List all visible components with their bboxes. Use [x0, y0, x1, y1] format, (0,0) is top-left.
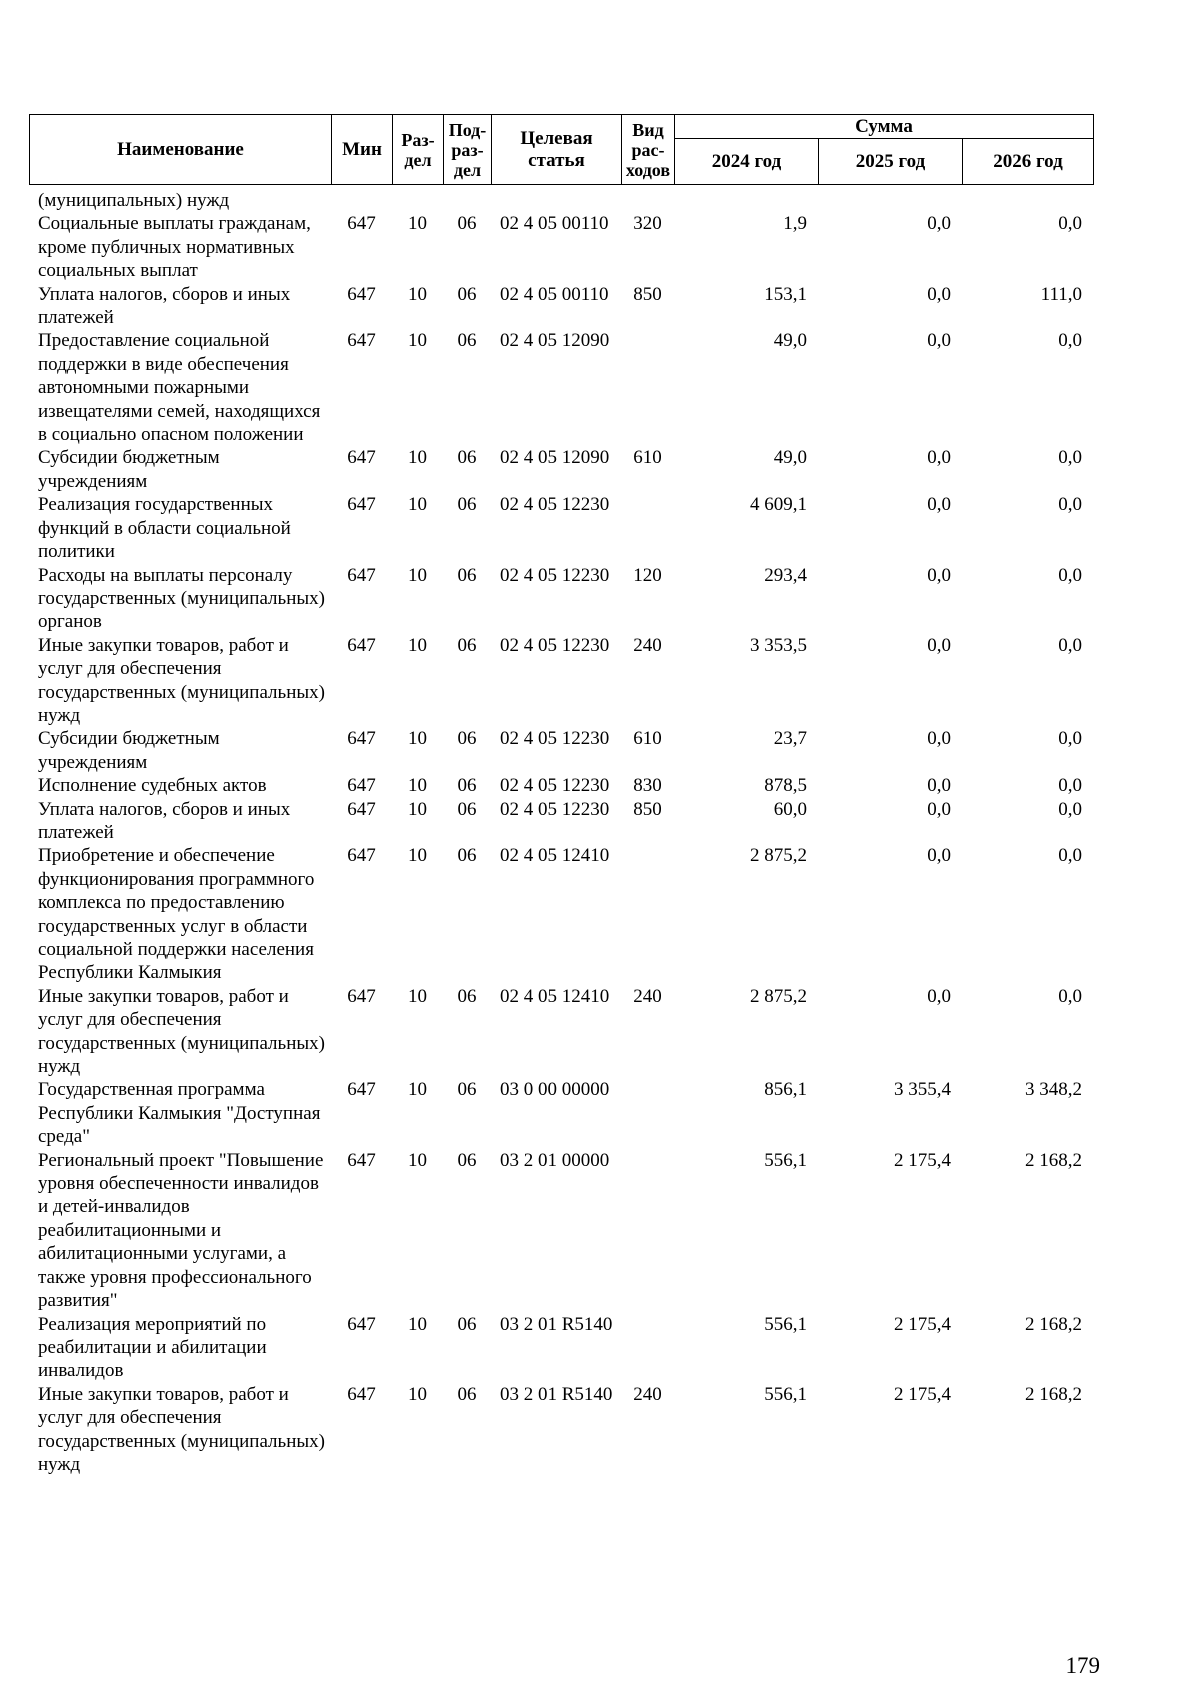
table-row: [29, 212, 1093, 282]
cell-celevaya: 03 2 01 R5140: [500, 1313, 613, 1335]
cell-2025: 0,0: [927, 775, 951, 797]
cell-2025: 3 355,4: [894, 1079, 951, 1101]
cell-celevaya: 02 4 05 12090: [500, 330, 610, 352]
cell-celevaya: [491, 189, 621, 212]
cell-celevaya: 02 4 05 12230: [500, 634, 610, 656]
cell-razdel: 10: [408, 728, 427, 750]
cell-celevaya: 03 2 01 R5140: [500, 1383, 613, 1405]
cell-celevaya: 02 4 05 12090: [500, 447, 610, 469]
cell-2024: 556,1: [764, 1313, 807, 1335]
cell-podrazdel: 06: [457, 1079, 477, 1101]
cell-celevaya: 03 2 01 00000: [500, 1149, 610, 1171]
cell-min: 647: [347, 1079, 376, 1101]
cell-vid: [621, 493, 674, 563]
cell-min: 647: [347, 213, 376, 235]
cell-2024: 856,1: [764, 1079, 807, 1101]
table-row: [29, 844, 1093, 984]
table-row: [29, 329, 1093, 446]
table-row: [29, 1313, 1093, 1383]
cell-2026: 0,0: [1058, 775, 1082, 797]
header-celevaya-line1: Целевая: [520, 127, 593, 149]
cell-2026: 0,0: [1058, 564, 1082, 586]
cell-name: Иные закупки товаров, работ и услуг для обеспечения государственных (муниципальных) нужд: [38, 1383, 325, 1475]
cell-2025: 0,0: [927, 634, 951, 656]
cell-name: Субсидии бюджетным учреждениям: [38, 728, 220, 773]
header-celevaya: [492, 115, 622, 185]
cell-name: Расходы на выплаты персоналу государственных (муниципальных) органов: [38, 564, 325, 633]
cell-razdel: 10: [408, 1383, 427, 1405]
cell-min: 647: [347, 798, 376, 820]
cell-vid: 240: [633, 1383, 662, 1405]
cell-podrazdel: 06: [457, 283, 477, 305]
cell-2025: 2 175,4: [894, 1383, 951, 1405]
cell-2026: 0,0: [1058, 330, 1082, 352]
cell-vid: 320: [633, 213, 662, 235]
cell-vid: 120: [633, 564, 662, 586]
cell-razdel: 10: [408, 283, 427, 305]
cell-vid: [621, 844, 674, 984]
cell-2025: 0,0: [927, 985, 951, 1007]
cell-razdel: 10: [408, 1079, 427, 1101]
cell-2025: 2 175,4: [894, 1149, 951, 1171]
cell-2024: 49,0: [773, 330, 807, 352]
cell-2024: 1,9: [783, 213, 807, 235]
header-year-2024: 2024 год: [675, 139, 819, 185]
cell-2025: [818, 189, 962, 212]
cell-2024: [674, 189, 818, 212]
cell-celevaya: 02 4 05 12230: [500, 564, 610, 586]
cell-2025: 0,0: [927, 564, 951, 586]
cell-celevaya: 02 4 05 12230: [500, 775, 610, 797]
cell-vid: 240: [633, 634, 662, 656]
cell-razdel: 10: [408, 1149, 427, 1171]
cell-name: Иные закупки товаров, работ и услуг для обеспечения государственных (муниципальных) нужд: [38, 634, 325, 726]
cell-2024: 49,0: [773, 447, 807, 469]
cell-vid: [621, 1313, 674, 1383]
cell-vid: 610: [633, 728, 662, 750]
table-row: [29, 189, 1093, 212]
cell-name: Реализация мероприятий по реабилитации и абилитации инвалидов: [38, 1313, 267, 1382]
cell-name: (муниципальных) нужд: [38, 190, 230, 211]
cell-podrazdel: 06: [457, 798, 477, 820]
page-number: 179: [1065, 1653, 1100, 1678]
cell-podrazdel: 06: [457, 1313, 477, 1335]
table-row: [29, 283, 1093, 330]
cell-2024: 556,1: [764, 1383, 807, 1405]
cell-vid: 610: [633, 447, 662, 469]
cell-min: 647: [347, 1149, 376, 1171]
cell-razdel: 10: [408, 447, 427, 469]
cell-razdel: 10: [408, 634, 427, 656]
table-row: [29, 446, 1093, 493]
cell-2024: 2 875,2: [750, 845, 807, 867]
cell-podrazdel: 06: [457, 494, 477, 516]
cell-2026: 2 168,2: [1025, 1313, 1082, 1335]
cell-vid: [621, 1149, 674, 1313]
cell-razdel: 10: [408, 985, 427, 1007]
cell-min: 647: [347, 1383, 376, 1405]
header-podrazdel-line2: раз-: [451, 139, 484, 160]
table-header: [29, 114, 1094, 185]
header-year-2026: 2026 год: [963, 139, 1094, 185]
cell-2025: 0,0: [927, 213, 951, 235]
cell-vid: 240: [633, 985, 662, 1007]
table-row: [29, 727, 1093, 774]
cell-celevaya: 02 4 05 00110: [500, 213, 609, 235]
cell-vid: 830: [633, 775, 662, 797]
cell-2025: 2 175,4: [894, 1313, 951, 1335]
cell-2024: 23,7: [773, 728, 807, 750]
cell-min: 647: [347, 564, 376, 586]
cell-2024: 556,1: [764, 1149, 807, 1171]
cell-razdel: 10: [408, 775, 427, 797]
cell-razdel: 10: [408, 1313, 427, 1335]
cell-name: Приобретение и обеспечение функционирования программного комплекса по предоставлению государственных услуг в области социальной поддержки населения Республики Калмыкия: [38, 845, 315, 984]
cell-vid: [621, 1078, 674, 1148]
cell-2024: 4 609,1: [750, 494, 807, 516]
cell-celevaya: 02 4 05 00110: [500, 283, 609, 305]
table-row: [29, 798, 1093, 845]
cell-name: Реализация государственных функций в области социальной политики: [38, 494, 291, 563]
cell-razdel: 10: [408, 845, 427, 867]
cell-vid: [621, 329, 674, 446]
header-vid-line1: Вид: [632, 119, 664, 140]
cell-min: 647: [347, 330, 376, 352]
cell-2026: 0,0: [1058, 728, 1082, 750]
header-vid-line3: ходов: [625, 159, 671, 180]
table-row: [29, 1078, 1093, 1148]
table-row: [29, 774, 1093, 797]
cell-celevaya: 03 0 00 00000: [500, 1079, 610, 1101]
cell-2026: 0,0: [1058, 985, 1082, 1007]
cell-2026: 0,0: [1058, 447, 1082, 469]
cell-2026: 0,0: [1058, 845, 1082, 867]
cell-2026: 0,0: [1058, 213, 1082, 235]
table-row: [29, 1149, 1093, 1313]
header-vid-line2: рас-: [631, 139, 665, 160]
cell-2026: 2 168,2: [1025, 1383, 1082, 1405]
cell-2026: 111,0: [1040, 283, 1082, 305]
cell-2026: 2 168,2: [1025, 1149, 1082, 1171]
cell-2025: 0,0: [927, 798, 951, 820]
cell-2026: 0,0: [1058, 798, 1082, 820]
cell-min: 647: [347, 775, 376, 797]
cell-celevaya: 02 4 05 12230: [500, 494, 610, 516]
cell-razdel: 10: [408, 798, 427, 820]
cell-2024: 293,4: [764, 564, 807, 586]
cell-name: Уплата налогов, сборов и иных платежей: [38, 798, 291, 843]
cell-2024: 3 353,5: [750, 634, 807, 656]
cell-min: 647: [347, 985, 376, 1007]
cell-2025: 0,0: [927, 728, 951, 750]
cell-name: Государственная программа Республики Калмыкия "Доступная среда": [38, 1079, 321, 1148]
cell-podrazdel: 06: [457, 728, 477, 750]
header-razdel: [393, 115, 444, 185]
cell-podrazdel: 06: [457, 634, 477, 656]
cell-razdel: 10: [408, 330, 427, 352]
cell-vid: 850: [633, 798, 662, 820]
cell-podrazdel: [443, 189, 491, 212]
cell-podrazdel: 06: [457, 775, 477, 797]
cell-2025: 0,0: [927, 494, 951, 516]
header-year-2025: 2025 год: [819, 139, 963, 185]
cell-celevaya: 02 4 05 12410: [500, 845, 610, 867]
cell-2024: 878,5: [764, 775, 807, 797]
cell-vid: 850: [633, 283, 662, 305]
cell-min: 647: [347, 845, 376, 867]
cell-podrazdel: 06: [457, 447, 477, 469]
cell-celevaya: 02 4 05 12410: [500, 985, 610, 1007]
cell-podrazdel: 06: [457, 1149, 477, 1171]
cell-2025: 0,0: [927, 330, 951, 352]
cell-razdel: [392, 189, 443, 212]
cell-2026: [962, 189, 1093, 212]
cell-razdel: 10: [408, 494, 427, 516]
cell-2024: 60,0: [773, 798, 807, 820]
header-celevaya-line2: статья: [528, 149, 585, 171]
header-podrazdel-line1: Под-: [448, 119, 487, 140]
cell-podrazdel: 06: [457, 213, 477, 235]
cell-podrazdel: 06: [457, 330, 477, 352]
cell-celevaya: 02 4 05 12230: [500, 798, 610, 820]
cell-2025: 0,0: [927, 447, 951, 469]
cell-name: Предоставление социальной поддержки в виде обеспечения автономными пожарными извещателями семей, находящихся в социально опасном положении: [38, 330, 321, 446]
budget-table-body: [29, 189, 1093, 1476]
table-rows: [29, 189, 1093, 1476]
cell-2024: 2 875,2: [750, 985, 807, 1007]
cell-min: 647: [347, 283, 376, 305]
cell-podrazdel: 06: [457, 985, 477, 1007]
table-row: [29, 564, 1093, 634]
header-vid: [622, 115, 675, 185]
cell-name: Уплата налогов, сборов и иных платежей: [38, 283, 291, 329]
cell-min: 647: [347, 634, 376, 656]
cell-name: Исполнение судебных актов: [38, 775, 267, 797]
header-podrazdel: [444, 115, 492, 185]
table-row: [29, 493, 1093, 563]
cell-podrazdel: 06: [457, 564, 477, 586]
cell-2024: 153,1: [764, 283, 807, 305]
cell-podrazdel: 06: [457, 845, 477, 867]
header-name: Наименование: [30, 115, 332, 185]
header-podrazdel-line3: дел: [453, 159, 482, 180]
cell-2026: 3 348,2: [1025, 1079, 1082, 1101]
cell-razdel: 10: [408, 213, 427, 235]
header-razdel-line2: дел: [404, 149, 432, 170]
table-row: [29, 985, 1093, 1079]
header-summa: Сумма: [675, 115, 1094, 139]
table-row: [29, 1383, 1093, 1477]
cell-name: Региональный проект "Повышение уровня обеспеченности инвалидов и детей-инвалидов реабилитационными и абилитационными услугами, а также уровня профессионального развития": [38, 1149, 324, 1312]
cell-name: Социальные выплаты гражданам, кроме публичных нормативных социальных выплат: [38, 213, 311, 282]
cell-celevaya: 02 4 05 12230: [500, 728, 610, 750]
header-razdel-line1: Раз-: [401, 129, 435, 150]
table-row: [29, 634, 1093, 728]
cell-min: 647: [347, 494, 376, 516]
cell-2025: 0,0: [927, 283, 951, 305]
cell-min: 647: [347, 728, 376, 750]
cell-min: 647: [347, 447, 376, 469]
cell-min: [331, 189, 392, 212]
cell-name: Субсидии бюджетным учреждениям: [38, 447, 220, 492]
header-min: Мин: [332, 115, 393, 185]
cell-min: 647: [347, 1313, 376, 1335]
cell-2026: 0,0: [1058, 634, 1082, 656]
cell-vid: [621, 189, 674, 212]
cell-name: Иные закупки товаров, работ и услуг для обеспечения государственных (муниципальных) нужд: [38, 985, 325, 1078]
cell-2026: 0,0: [1058, 494, 1082, 516]
cell-razdel: 10: [408, 564, 427, 586]
cell-podrazdel: 06: [457, 1383, 477, 1405]
cell-2025: 0,0: [927, 845, 951, 867]
